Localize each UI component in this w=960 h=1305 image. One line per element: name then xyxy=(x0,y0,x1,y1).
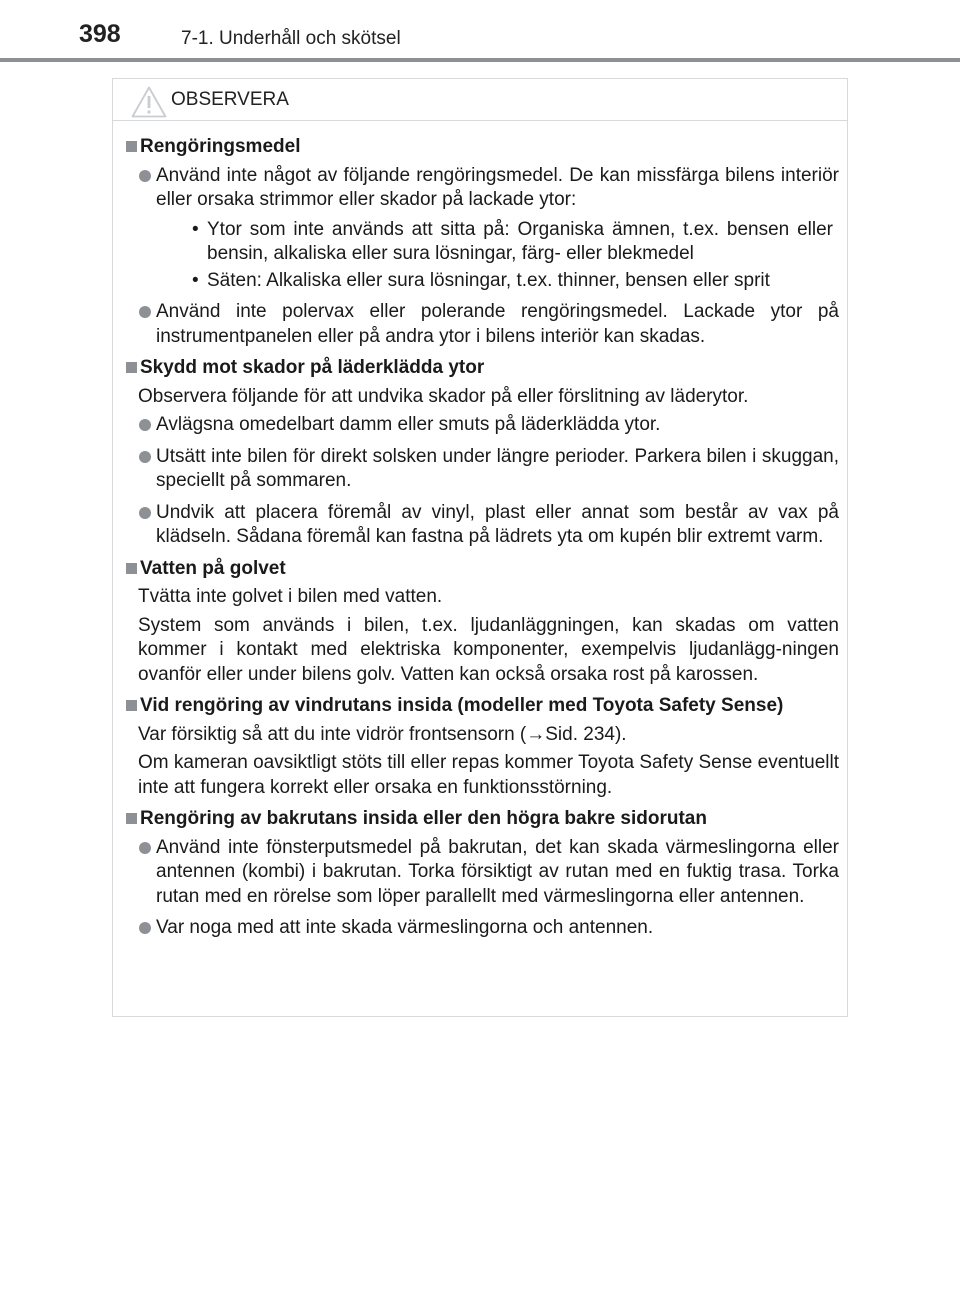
caution-section xyxy=(126,356,839,550)
caution-section xyxy=(126,135,839,349)
dot-bullet-icon: • xyxy=(192,218,199,240)
page-number: 398 xyxy=(79,20,121,48)
paragraph: Tvätta inte golvet i bilen med vatten. xyxy=(138,586,443,607)
paragraph: Observera följande för att undvika skador på eller förslitning av läderytor. xyxy=(138,385,749,407)
square-bullet-icon xyxy=(126,813,137,824)
round-bullet-icon xyxy=(139,507,151,519)
round-bullet-icon xyxy=(139,306,151,318)
page-header xyxy=(0,0,960,62)
section-heading xyxy=(126,356,839,381)
square-bullet-icon xyxy=(126,700,137,711)
bullet-item xyxy=(126,164,839,294)
section-heading-text: Skydd mot skador på läderklädda ytor xyxy=(140,357,485,378)
caution-section xyxy=(126,557,839,688)
section-heading xyxy=(126,135,839,160)
bullet-item xyxy=(126,413,839,438)
section-heading xyxy=(126,557,839,582)
round-bullet-icon xyxy=(139,451,151,463)
caution-header xyxy=(113,79,847,121)
square-bullet-icon xyxy=(126,362,137,373)
sub-item xyxy=(156,269,839,294)
section-heading-text: Vid rengöring av vindrutans insida (modeller med Toyota Safety Sense) xyxy=(140,695,784,716)
warning-triangle-icon xyxy=(131,86,167,118)
sub-item xyxy=(156,218,839,267)
bullet-text: Undvik att placera föremål av vinyl, plast eller annat som består av vax på klädseln. Sådana föremål kan fastna på lädrets yta om kupén blir extremt varm. xyxy=(156,501,839,547)
bullet-text: Var noga med att inte skada värmeslingorna och antennen. xyxy=(156,917,654,938)
bullet-text: Avlägsna omedelbart damm eller smuts på läderklädda ytor. xyxy=(156,414,661,435)
caution-content xyxy=(113,135,847,948)
bullet-text: Använd inte fönsterputsmedel på bakrutan, det kan skada värmeslingorna eller antennen (kombi) i bakrutan. Torka försiktigt av rutan med en fuktig trasa. Torka rutan med en rörelse som löper parallellt med värmeslingorna eller antennen. xyxy=(156,836,839,907)
section-heading xyxy=(126,807,839,832)
caution-box xyxy=(112,78,848,1017)
bullet-text: Använd inte polervax eller polerande rengöringsmedel. Lackade ytor på instrumentpanelen eller på andra ytor i bilens interiör kan skadas. xyxy=(156,301,839,347)
section-heading xyxy=(126,694,839,719)
caution-label: OBSERVERA xyxy=(171,89,289,110)
bullet-item xyxy=(126,501,839,550)
dot-bullet-icon: • xyxy=(192,269,199,291)
sub-list xyxy=(156,218,839,294)
bullet-item xyxy=(126,300,839,349)
round-bullet-icon xyxy=(139,842,151,854)
header-rule xyxy=(0,58,960,62)
caution-section xyxy=(126,807,839,941)
bullet-text: Använd inte något av följande rengöringsmedel. De kan missfärga bilens interiör eller orsaka strimmor eller skador på lackade ytor: xyxy=(156,164,839,210)
section-heading-text: Rengöring av bakrutans insida eller den högra bakre sidorutan xyxy=(140,808,707,829)
square-bullet-icon xyxy=(126,563,137,574)
bullet-item xyxy=(126,445,839,494)
section-heading-text: Rengöringsmedel xyxy=(140,136,301,157)
bullet-text: Utsätt inte bilen för direkt solsken under längre perioder. Parkera bilen i skuggan, speciellt på sommaren. xyxy=(156,445,839,491)
section-title: 7-1. Underhåll och skötsel xyxy=(181,28,401,49)
paragraph: System som används i bilen, t.ex. ljudanläggningen, kan skadas om vatten kommer i kontakt med elektriska komponenter, exempelvis ljudanlägg-ningen ovanför eller under bilens golv. Vatten kan också orsaka rost på karossen. xyxy=(138,614,839,685)
sub-item-text: Ytor som inte används att sitta på: Organiska ämnen, t.ex. bensen eller bensin, alkaliska eller sura lösningar, färg- eller blekmedel xyxy=(207,218,833,264)
sub-item-text: Säten: Alkaliska eller sura lösningar, t.ex. thinner, bensen eller sprit xyxy=(207,269,770,291)
paragraph: Om kameran oavsiktligt stöts till eller repas kommer Toyota Safety Sense eventuellt inte att fungera korrekt eller orsaka en funktionsstörning. xyxy=(138,752,839,798)
section-heading-text: Vatten på golvet xyxy=(140,557,286,579)
round-bullet-icon xyxy=(139,419,151,431)
paragraph: Var försiktig så att du inte vidrör frontsensorn (→Sid. 234). xyxy=(138,723,627,745)
round-bullet-icon xyxy=(139,922,151,934)
caution-section xyxy=(126,694,839,800)
bullet-item xyxy=(126,836,839,910)
bullet-item xyxy=(126,916,839,941)
round-bullet-icon xyxy=(139,170,151,182)
square-bullet-icon xyxy=(126,141,137,152)
